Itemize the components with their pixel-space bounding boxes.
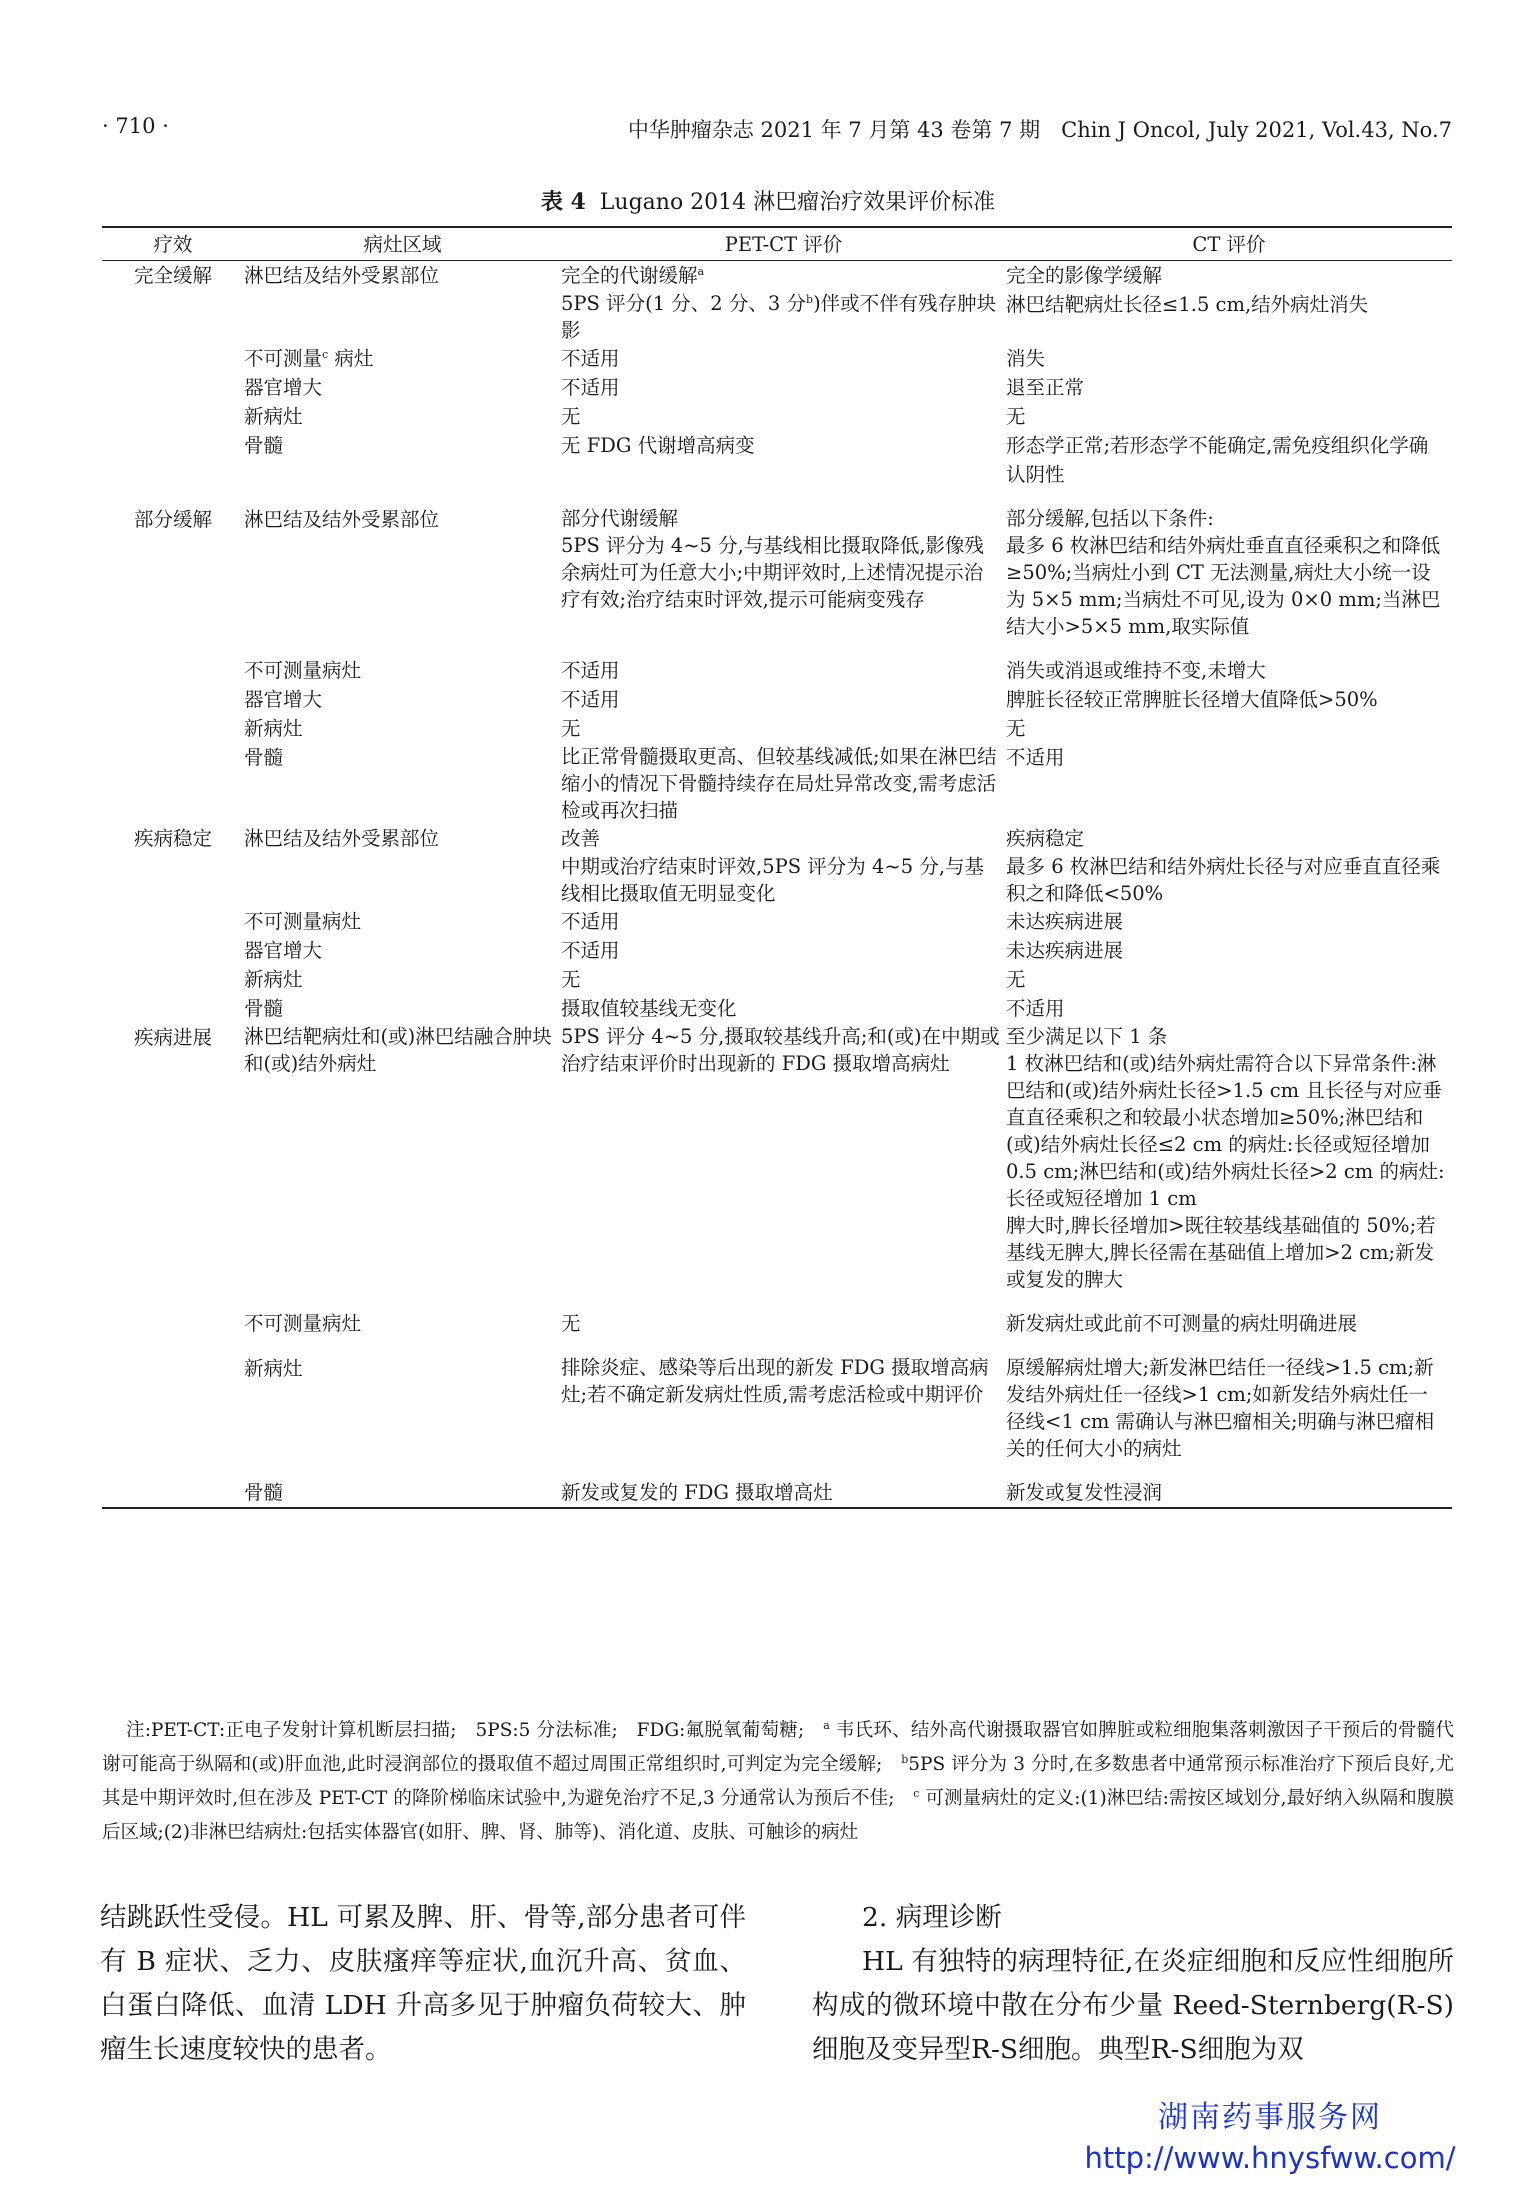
- header-ct: CT 评价: [1006, 227, 1452, 261]
- table-footnotes: 注:PET-CT:正电子发射计算机断层扫描; 5PS:5 分法标准; FDG:氟脱氧葡萄糖; $^a$ 韦氏环、结外高代谢摄取器官如脾脏或粒细胞集落刺激因子干预后的骨髓代谢可能高于纵隔和(或)肝血池,此时浸润部位的摄取值不超过周围正常组织时,可判定为完全缓解; $^b$5PS 评分为 3 分时,在多数患者中通常预示标准治疗下预后良好,尤其是中期评效时,但在涉及 PET-CT 的降阶梯临床试验中,为避免治疗不足,3 分通常认为预后不佳; $^c$ 可测量病灶的定义:(1)淋巴结:需按区域划分,最好纳入纵隔和腹膜后区域;(2)非淋巴结病灶:包括实体器官(如肝、脾、肾、肺等)、消化道、皮肤、可触诊的病灶: [102, 1719, 1454, 1843]
- table-row: [102, 1338, 1452, 1462]
- table-title: [0, 185, 1536, 216]
- region-cell: 新病灶: [244, 968, 303, 991]
- pet-cell: 排除炎症、感染等后出现的新发 FDG 摄取增高病灶;若不确定新发病灶性质,需考虑活检或中期评价: [561, 1356, 989, 1406]
- region-cell: 不可测量病灶: [244, 910, 362, 933]
- pet-cell: 无: [561, 968, 581, 991]
- ct-cell: 消失或消退或维持不变,未增大: [1006, 659, 1266, 682]
- pet-cell: 不适用: [561, 910, 620, 933]
- pet-cell: 5PS 评分 4~5 分,摄取较基线升高;和(或)在中期或治疗结束评价时出现新的 FDG 摄取增高病灶: [561, 1025, 1000, 1075]
- table-row: [102, 373, 1452, 402]
- pet-cell: 不适用: [561, 376, 620, 399]
- section-heading: 2. 病理诊断: [862, 1902, 1002, 1933]
- table-row: [102, 936, 1452, 965]
- pet-cell: 摄取值较基线无变化: [561, 997, 737, 1020]
- table-row: [102, 685, 1452, 714]
- pet-cell: 不适用: [561, 347, 620, 370]
- watermark-site-name: 湖南药事服务网: [1158, 2100, 1382, 2135]
- pet-cell: 无: [561, 405, 581, 428]
- table-row: [102, 853, 1452, 907]
- table-row: [102, 824, 1452, 853]
- region-cell: 淋巴结及结外受累部位: [244, 264, 440, 287]
- ct-cell: 疾病稳定: [1006, 827, 1085, 850]
- ct-cell: 新发病灶或此前不可测量的病灶明确进展: [1006, 1312, 1358, 1335]
- ct-cell: 未达疾病进展: [1006, 939, 1124, 962]
- pet-cell: 5PS 评分(1 分、2 分、3 分$^b$)伴或不伴有残存肿块影: [561, 292, 997, 342]
- table-row: [102, 489, 1452, 640]
- region-cell: 新病灶: [244, 717, 303, 740]
- table-row: [102, 714, 1452, 743]
- table-row: [102, 994, 1452, 1023]
- pet-cell: 不适用: [561, 659, 620, 682]
- response-cell: 疾病进展: [133, 1026, 212, 1049]
- ct-cell: 退至正常: [1006, 376, 1085, 399]
- table-row: [102, 290, 1452, 344]
- pet-cell: 比正常骨髓摄取更高、但较基线减低;如果在淋巴结缩小的情况下骨髓持续存在局灶异常改变,需考虑活检或再次扫描: [561, 745, 997, 822]
- pet-cell: 不适用: [561, 939, 620, 962]
- table-header-row: [102, 227, 1452, 261]
- pet-cell: 无 FDG 代谢增高病变: [561, 434, 755, 457]
- pet-cell: 完全的代谢缓解$^a$: [561, 264, 705, 287]
- pet-cell: 中期或治疗结束时评效,5PS 评分为 4~5 分,与基线相比摄取值无明显变化: [561, 855, 985, 905]
- table-row: [102, 640, 1452, 685]
- header-region: 病灶区域: [244, 227, 561, 261]
- region-cell: 淋巴结及结外受累部位: [244, 508, 440, 531]
- region-cell: 骨髓: [244, 434, 284, 457]
- table-row: [102, 1462, 1452, 1508]
- region-cell: 骨髓: [244, 1462, 561, 1508]
- body-text-right-column: [812, 1896, 1454, 2072]
- ct-cell: 淋巴结靶病灶长径≤1.5 cm,结外病灶消失: [1006, 293, 1369, 316]
- ct-cell: 无: [1006, 717, 1026, 740]
- table-row: [102, 907, 1452, 936]
- ct-cell: 无: [1006, 968, 1026, 991]
- region-cell: 新病灶: [244, 405, 303, 428]
- response-cell: 完全缓解: [133, 264, 212, 287]
- ct-cell: 未达疾病进展: [1006, 910, 1124, 933]
- running-head: [102, 114, 1452, 148]
- ct-cell: 新发或复发性浸润: [1006, 1462, 1452, 1508]
- table-caption: Lugano 2014 淋巴瘤治疗效果评价标准: [599, 190, 996, 215]
- pet-cell: 新发或复发的 FDG 摄取增高灶: [561, 1462, 1006, 1508]
- table-row: [102, 402, 1452, 431]
- pet-cell: 部分代谢缓解 5PS 评分为 4~5 分,与基线相比摄取降低,影像残余病灶可为任意大小;中期评效时,上述情况提示治疗有效;治疗结束时评效,提示可能病变残存: [561, 507, 985, 611]
- ct-cell: 至少满足以下 1 条 1 枚淋巴结和(或)结外病灶需符合以下异常条件:淋巴结和(或)结外病灶长径>1.5 cm 且长径与对应垂直直径乘积之和较最小状态增加≥50%;淋巴结和(或)结外病灶长径≤2 cm 的病灶:长径或短径增加 0.5 cm;淋巴结和(或)结外病灶长径>2 cm 的病灶:长径或短径增加 1 cm 脾大时,脾长径增加>既往较基线基础值的 50%;若基线无脾大,脾长径需在基础值上增加>2 cm;新发或复发的脾大: [1006, 1025, 1445, 1291]
- table-row: [102, 965, 1452, 994]
- ct-cell: 原缓解病灶增大;新发淋巴结任一径线>1.5 cm;新发结外病灶任一径线>1 cm;如新发结外病灶任一径线<1 cm 需确认与淋巴瘤相关;明确与淋巴瘤相关的任何大小的病灶: [1006, 1356, 1435, 1460]
- region-cell: 淋巴结及结外受累部位: [244, 827, 440, 850]
- table-row: [102, 1023, 1452, 1293]
- header-response: 疗效: [102, 227, 244, 261]
- region-cell: [244, 290, 561, 344]
- watermark: [1040, 2098, 1500, 2178]
- ct-cell: 完全的影像学缓解: [1006, 264, 1163, 287]
- region-cell: 骨髓: [244, 746, 284, 769]
- table-label: 表 4: [540, 189, 586, 215]
- journal-citation: 中华肿瘤杂志 2021 年 7 月第 43 卷第 7 期 Chin J Oncol, July 2021, Vol.43, No.7: [627, 118, 1452, 142]
- region-cell: 器官增大: [244, 939, 323, 962]
- ct-cell: 消失: [1006, 347, 1046, 370]
- response-cell: 疾病稳定: [133, 827, 212, 850]
- table-row: [102, 1293, 1452, 1338]
- table-row: [102, 431, 1452, 489]
- section-paragraph: HL 有独特的病理特征,在炎症细胞和反应性细胞所构成的微环境中散在分布少量 Reed-Sternberg(R-S)细胞及变异型R-S细胞。典型R-S细胞为双: [812, 1946, 1454, 2065]
- pet-cell: 无: [561, 1312, 581, 1335]
- region-cell: 淋巴结靶病灶和(或)淋巴结融合肿块和(或)结外病灶: [244, 1025, 552, 1075]
- page-number: · 710 ·: [102, 114, 169, 138]
- ct-cell: 不适用: [1006, 997, 1065, 1020]
- ct-cell: 形态学正常;若形态学不能确定,需免疫组织化学确认阴性: [1006, 434, 1429, 486]
- watermark-url[interactable]: http://www.hnysfww.com/: [1084, 2141, 1456, 2175]
- region-cell: 不可测量病灶: [244, 659, 362, 682]
- region-cell: 器官增大: [244, 376, 323, 399]
- ct-cell: 不适用: [1006, 746, 1065, 769]
- ct-cell: 部分缓解,包括以下条件: 最多 6 枚淋巴结和结外病灶垂直直径乘积之和降低≥50%;当病灶小到 CT 无法测量,病灶大小统一设为 5×5 mm;当病灶不可见,设为 0×0 mm;当淋巴结大小>5×5 mm,取实际值: [1006, 507, 1441, 638]
- response-cell: 部分缓解: [133, 508, 212, 531]
- body-text-left-column: 结跳跃性受侵。HL 可累及脾、肝、骨等,部分患者可伴有 B 症状、乏力、皮肤瘙痒等症状,血沉升高、贫血、白蛋白降低、血清 LDH 升高多见于肿瘤负荷较大、肿瘤生长速度较快的患者。: [100, 1902, 746, 2065]
- ct-cell: 脾脏长径较正常脾脏长径增大值降低>50%: [1006, 688, 1378, 711]
- pet-cell: 改善: [561, 827, 601, 850]
- header-pet-ct: PET-CT 评价: [561, 227, 1006, 261]
- pet-cell: 不适用: [561, 688, 620, 711]
- table-row: [102, 344, 1452, 373]
- region-cell: 新病灶: [244, 1357, 303, 1380]
- table-row: [102, 743, 1452, 824]
- region-cell: 不可测量病灶: [244, 1312, 362, 1335]
- region-cell: 骨髓: [244, 997, 284, 1020]
- ct-cell: 最多 6 枚淋巴结和结外病灶长径与对应垂直直径乘积之和降低<50%: [1006, 855, 1441, 905]
- table-row: [102, 261, 1452, 291]
- ct-cell: 无: [1006, 405, 1026, 428]
- region-cell: 不可测量$^c$ 病灶: [244, 347, 374, 370]
- lugano-criteria-table: [102, 226, 1452, 1509]
- region-cell: 器官增大: [244, 688, 323, 711]
- pet-cell: 无: [561, 717, 581, 740]
- region-cell: [244, 853, 561, 907]
